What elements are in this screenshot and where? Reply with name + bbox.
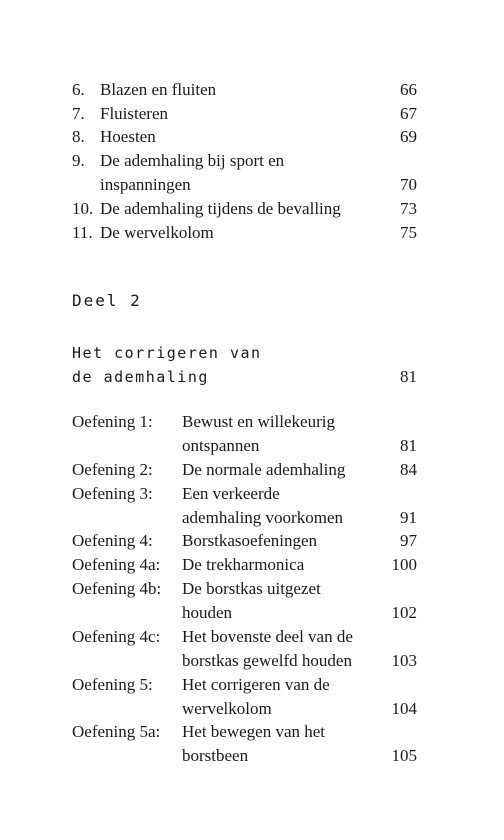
exercise-title: Een verkeerde (182, 484, 280, 503)
exercise-page: 102 (391, 603, 417, 622)
exercise-label: Oefening 5a: (72, 722, 161, 741)
exercise-title: De trekharmonica (182, 555, 305, 574)
toc-entry-number: 8. (72, 127, 85, 146)
exercise-page: 84 (400, 460, 417, 479)
exercise-title: ontspannen (182, 436, 260, 455)
section-heading-line2: de ademhaling (72, 368, 209, 386)
exercise-page: 104 (391, 699, 417, 718)
exercise-label: Oefening 3: (72, 484, 153, 503)
toc-entry-number: 9. (72, 151, 85, 170)
section-page: 81 (400, 367, 417, 386)
exercise-page: 81 (400, 436, 417, 455)
exercise-label: Oefening 5: (72, 675, 153, 694)
exercise-page: 105 (391, 746, 417, 765)
exercise-title: Bewust en willekeurig (182, 412, 335, 431)
exercise-label: Oefening 4a: (72, 555, 161, 574)
toc-entry-page: 70 (400, 175, 417, 194)
toc-entry-page: 67 (400, 104, 417, 123)
exercise-title: De normale ademhaling (182, 460, 346, 479)
part-heading: Deel 2 (72, 291, 142, 310)
toc-entry-page: 69 (400, 127, 417, 146)
exercise-title: Het bovenste deel van de (182, 627, 353, 646)
toc-entry-title: De ademhaling tijdens de bevalling (100, 199, 341, 218)
exercise-title: Het bewegen van het (182, 722, 326, 741)
exercise-label: Oefening 4c: (72, 627, 161, 646)
toc-entry-page: 73 (400, 199, 417, 218)
toc-entry-title: Hoesten (100, 127, 156, 146)
exercise-title: Borstkasoefeningen (182, 531, 318, 550)
exercise-page: 97 (400, 531, 417, 550)
exercise-title: Het corrigeren van de (182, 675, 330, 694)
toc-entry-title: De ademhaling bij sport en (100, 151, 285, 170)
toc-entry-number: 10. (72, 199, 94, 218)
toc-entry-page: 66 (400, 80, 417, 99)
toc-entry-title: Blazen en fluiten (100, 80, 217, 99)
toc-entry-title: De wervelkolom (100, 223, 214, 242)
toc-entry-page: 75 (400, 223, 417, 242)
toc-entry-number: 6. (72, 80, 85, 99)
exercise-title: borstkas gewelfd houden (182, 651, 352, 670)
exercise-label: Oefening 1: (72, 412, 153, 431)
exercise-label: Oefening 4: (72, 531, 153, 550)
exercise-page: 91 (400, 508, 417, 527)
toc-entry-title: inspanningen (100, 175, 191, 194)
exercise-title: borstbeen (182, 746, 249, 765)
exercise-title: houden (182, 603, 233, 622)
exercise-label: Oefening 4b: (72, 579, 162, 598)
exercise-label: Oefening 2: (72, 460, 153, 479)
toc-entry-number: 7. (72, 104, 85, 123)
exercise-page: 103 (391, 651, 417, 670)
exercise-title: ademhaling voorkomen (182, 508, 343, 527)
exercise-page: 100 (391, 555, 417, 574)
section-heading-line1: Het corrigeren van (72, 344, 262, 362)
toc-entry-number: 11. (72, 223, 93, 242)
toc-entry-title: Fluisteren (100, 104, 168, 123)
exercise-title: De borstkas uitgezet (182, 579, 321, 598)
exercise-title: wervelkolom (182, 699, 272, 718)
